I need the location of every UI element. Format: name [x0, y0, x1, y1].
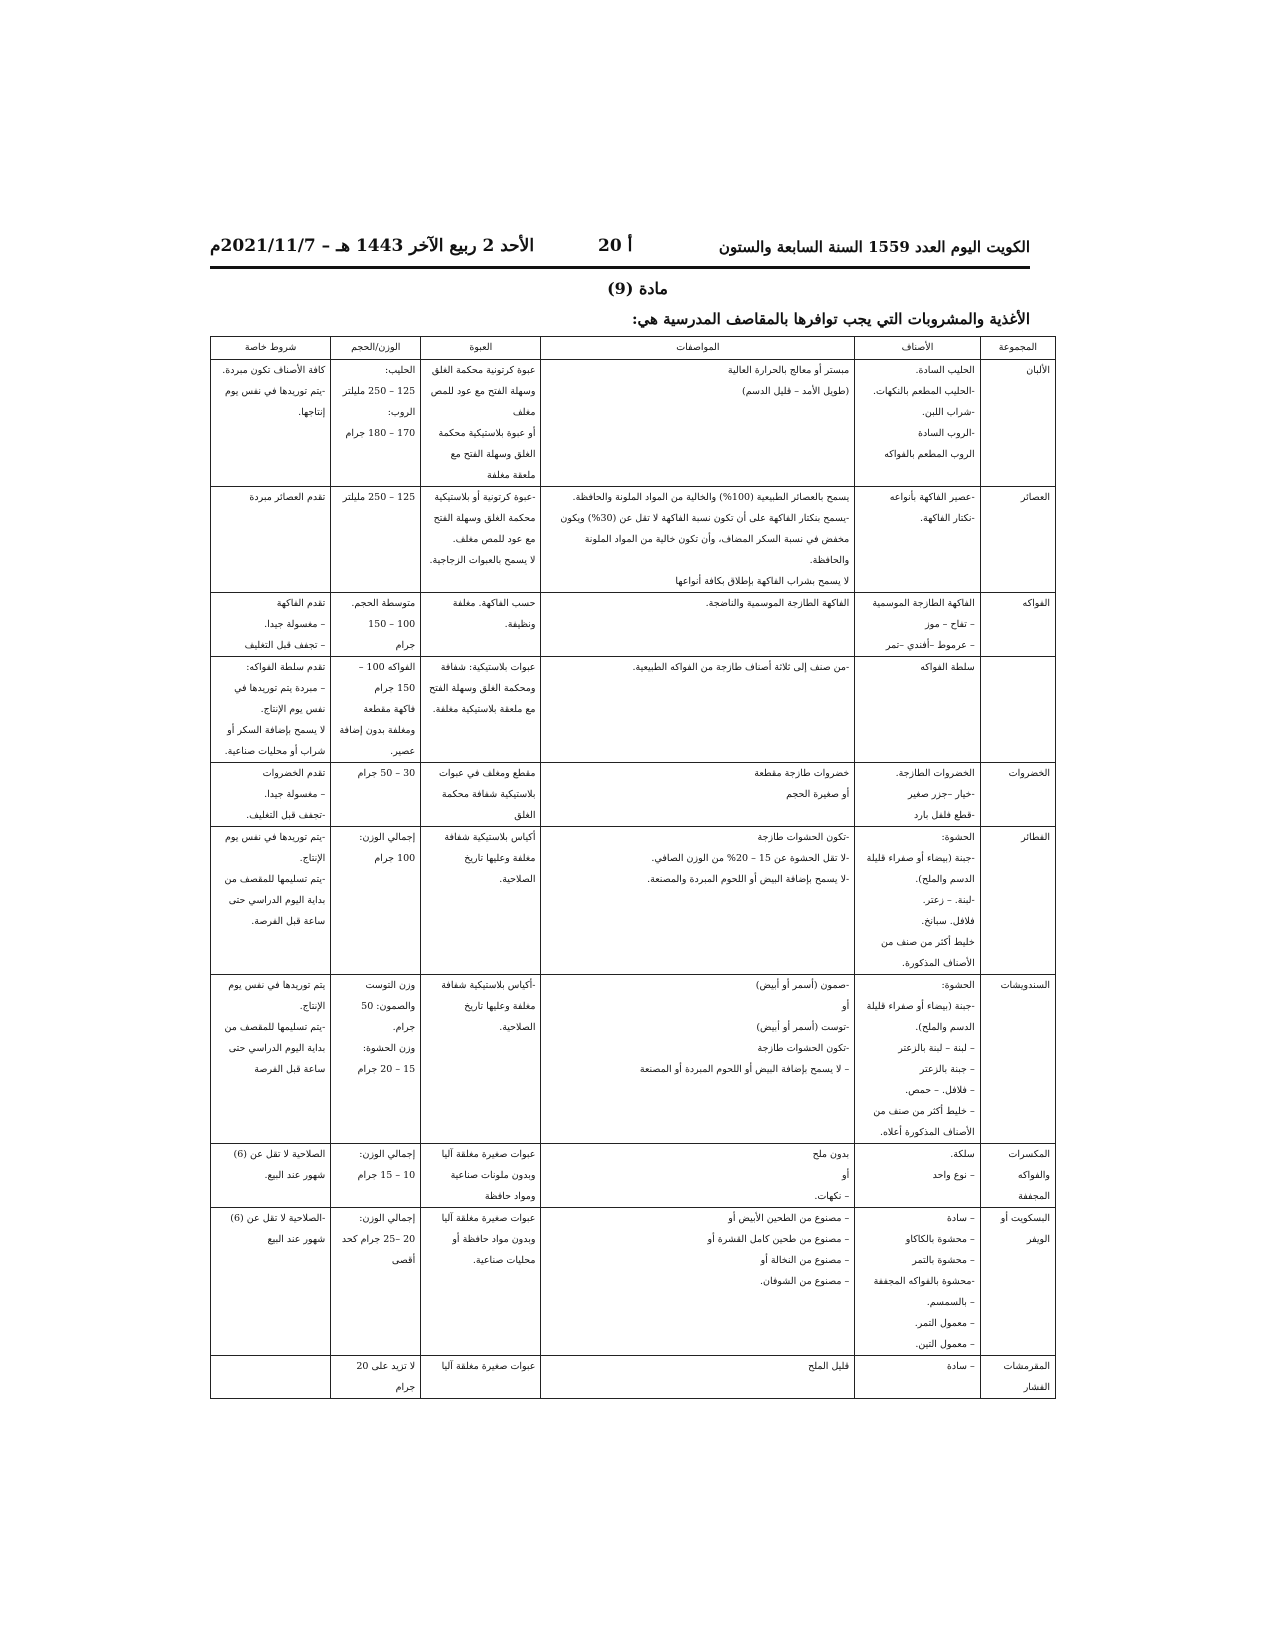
- cell-pack: أكياس بلاستيكية شفافة مغلفة وعليها تاريخ الصلاحية.: [421, 827, 541, 975]
- cell-group: البسكويت أو الويفر: [980, 1208, 1055, 1356]
- cell-group: المقرمشات الفشار: [980, 1356, 1055, 1399]
- cell-specs: قليل الملح: [541, 1356, 855, 1399]
- cell-conditions: الصلاحية لا تقل عن (6) شهور عند البيع.: [211, 1144, 331, 1208]
- cell-items: – سادة: [855, 1356, 980, 1399]
- table-row: [211, 763, 1056, 827]
- cell-conditions: تقدم الفاكهة – مغسولة جيدا. – تجفف قبل التغليف: [211, 593, 331, 657]
- cell-group: المكسرات والفواكه المجففة: [980, 1144, 1055, 1208]
- issue-date: الأحد 2 ربيع الآخر 1443 هـ – 2021/11/7م: [210, 236, 535, 256]
- cell-weight: الفواكه 100 – 150 جرام فاكهة مقطعة ومغلفة بدون إضافة عصير.: [331, 657, 421, 763]
- cell-specs: – مصنوع من الطحين الأبيض أو – مصنوع من طحين كامل القشرة أو – مصنوع من النخالة أو – مصنوع من الشوفان.: [541, 1208, 855, 1356]
- cell-specs: بدون ملح أو – نكهات.: [541, 1144, 855, 1208]
- cell-conditions: تقدم الخضروات – مغسولة جيدا. -تجفف قبل التغليف.: [211, 763, 331, 827]
- cell-group: العصائر: [980, 487, 1055, 593]
- cell-conditions: يتم توريدها في نفس يوم الإنتاج. -يتم تسليمها للمقصف من بداية اليوم الدراسي حتى ساعة قبل الفرصة: [211, 975, 331, 1144]
- cell-group: السندويشات: [980, 975, 1055, 1144]
- table-row: [211, 657, 1056, 763]
- cell-items: – سادة – محشوة بالكاكاو – محشوة بالتمر -محشوة بالفواكه المجففة – بالسمسم. – معمول التمر. – معمول التين.: [855, 1208, 980, 1356]
- cell-items: الفاكهة الطازجة الموسمية – تفاح – موز – عرموط –أفندي –تمر: [855, 593, 980, 657]
- cell-weight: الحليب: 125 – 250 مليلتر الروب: 170 – 180 جرام: [331, 360, 421, 487]
- page-number: أ 20: [598, 236, 633, 256]
- cell-pack: مقطع ومغلف في عبوات بلاستيكية شفافة محكمة الغلق: [421, 763, 541, 827]
- cell-items: سلطة الفواكه: [855, 657, 980, 763]
- cell-specs: الفاكهة الطازجة الموسمية والناضجة.: [541, 593, 855, 657]
- cell-pack: عبوات صغيرة مغلقة آليا وبدون ملونات صناعية ومواد حافظة: [421, 1144, 541, 1208]
- cell-conditions: -الصلاحية لا تقل عن (6) شهور عند البيع: [211, 1208, 331, 1356]
- col-header-weight: الوزن/الحجم: [331, 337, 421, 360]
- col-header-items: الأصناف: [855, 337, 980, 360]
- cell-pack: عبوات بلاستيكية: شفافة ومحكمة الغلق وسهلة الفتح مع ملعقة بلاستيكية مغلفة.: [421, 657, 541, 763]
- cell-items: -عصير الفاكهة بأنواعه -نكتار الفاكهة.: [855, 487, 980, 593]
- page-header: [210, 236, 1030, 262]
- col-header-specs: المواصفات: [541, 337, 855, 360]
- table-row: [211, 1208, 1056, 1356]
- cell-pack: عبوة كرتونية محكمة الغلق وسهلة الفتح مع عود للمص مغلف أو عبوة بلاستيكية محكمة الغلق وسهلة الفتح مع ملعقة مغلفة: [421, 360, 541, 487]
- cell-items: الحشوة: -جبنة (بيضاء أو صفراء قليلة الدسم والملح). – لبنة – لبنة بالزعتر – جبنة بالزعتر – فلافل. – حمص. – خليط أكثر من صنف من الأصناف المذكورة أعلاه.: [855, 975, 980, 1144]
- cell-group: الفواكه: [980, 593, 1055, 657]
- cell-specs: -تكون الحشوات طازجة -لا تقل الحشوة عن 15 – 20% من الوزن الصافي. -لا يسمح بإضافة البيض أو اللحوم المبردة والمصنعة.: [541, 827, 855, 975]
- table-header-row: [211, 337, 1056, 360]
- cell-weight: 125 – 250 مليلتر: [331, 487, 421, 593]
- cell-group: الخضروات: [980, 763, 1055, 827]
- cell-weight: إجمالي الوزن: 100 جرام: [331, 827, 421, 975]
- cell-specs: -من صنف إلى ثلاثة أصناف طازجة من الفواكه الطبيعية.: [541, 657, 855, 763]
- table-row: [211, 1144, 1056, 1208]
- table-row: [211, 1356, 1056, 1399]
- cell-pack: حسب الفاكهة. مغلفة ونظيفة.: [421, 593, 541, 657]
- cell-weight: إجمالي الوزن: 10 – 15 جرام: [331, 1144, 421, 1208]
- cell-conditions: [211, 1356, 331, 1399]
- intro-text: الأغذية والمشروبات التي يجب توافرها بالمقاصف المدرسية هي:: [631, 310, 1030, 328]
- col-header-pack: العبوة: [421, 337, 541, 360]
- cell-weight: متوسطة الحجم. 100 – 150 جرام: [331, 593, 421, 657]
- cell-items: الحشوة: -جبنة (بيضاء أو صفراء قليلة الدسم والملح). -لبنة. – زعتر. فلافل. سبانخ. خليط أكثر من صنف من الأصناف المذكورة.: [855, 827, 980, 975]
- cell-specs: يسمح بالعصائر الطبيعية (100%) والخالية من المواد الملونة والحافظة. -يسمح بنكتار الفاكهة على أن تكون نسبة الفاكهة لا تقل عن (30%) ويكون مخفض في نسبة السكر المضاف، وأن تكون خالية من المواد الملونة والحافظة. لا يسمح بشراب الفاكهة بإطلاق بكافة أنواعها: [541, 487, 855, 593]
- cell-specs: مبستر أو معالج بالحرارة العالية (طويل الأمد – قليل الدسم): [541, 360, 855, 487]
- cell-specs: خضروات طازجة مقطعة أو صغيرة الحجم: [541, 763, 855, 827]
- cell-weight: لا تزيد على 20 جرام: [331, 1356, 421, 1399]
- cell-group: الفطائر: [980, 827, 1055, 975]
- cell-pack: -أكياس بلاستيكية شفافة مغلفة وعليها تاريخ الصلاحية.: [421, 975, 541, 1144]
- table-row: [211, 593, 1056, 657]
- cell-group: [980, 657, 1055, 763]
- food-spec-table: [210, 336, 1056, 1399]
- table-row: [211, 975, 1056, 1144]
- cell-items: سلكة. – نوع واحد: [855, 1144, 980, 1208]
- cell-conditions: -يتم توريدها في نفس يوم الإنتاج. -يتم تسليمها للمقصف من بداية اليوم الدراسي حتى ساعة قبل الفرصة.: [211, 827, 331, 975]
- cell-conditions: تقدم العصائر مبردة: [211, 487, 331, 593]
- cell-pack: -عبوة كرتونية أو بلاستيكية محكمة الغلق وسهلة الفتح مع عود للمص مغلف. لا يسمح بالعبوات الزجاجية.: [421, 487, 541, 593]
- col-header-group: المجموعة: [980, 337, 1055, 360]
- cell-weight: وزن التوست والصمون: 50 جرام. وزن الحشوة: 15 – 20 جرام: [331, 975, 421, 1144]
- cell-items: الخضروات الطازجة. -خيار –جزر صغير -قطع فلفل بارد: [855, 763, 980, 827]
- cell-group: الألبان: [980, 360, 1055, 487]
- article-title: مادة (9): [607, 279, 668, 298]
- cell-weight: إجمالي الوزن: 20 –25 جرام كحد أقصى: [331, 1208, 421, 1356]
- cell-pack: عبوات صغيرة مغلقة آليا: [421, 1356, 541, 1399]
- table-row: [211, 827, 1056, 975]
- table-row: [211, 360, 1056, 487]
- cell-items: الحليب السادة. -الحليب المطعم بالنكهات. -شراب اللبن. -الروب السادة الروب المطعم بالفواكه: [855, 360, 980, 487]
- col-header-conditions: شروط خاصة: [211, 337, 331, 360]
- cell-conditions: تقدم سلطة الفواكه: – مبردة يتم توريدها في نفس يوم الإنتاج. لا يسمح بإضافة السكر أو شراب أو محليات صناعية.: [211, 657, 331, 763]
- cell-weight: 30 – 50 جرام: [331, 763, 421, 827]
- table-row: [211, 487, 1056, 593]
- cell-specs: -صمون (أسمر أو أبيض) أو -توست (أسمر أو أبيض) -تكون الحشوات طازجة – لا يسمح بإضافة البيض أو اللحوم المبردة أو المصنعة: [541, 975, 855, 1144]
- cell-conditions: كافة الأصناف تكون مبردة. -يتم توريدها في نفس يوم إنتاجها.: [211, 360, 331, 487]
- gazette-issue: الكويت اليوم العدد 1559 السنة السابعة والستون: [718, 238, 1030, 256]
- cell-pack: عبوات صغيرة مغلقة آليا وبدون مواد حافظة أو محليات صناعية.: [421, 1208, 541, 1356]
- header-rule: [210, 266, 1030, 269]
